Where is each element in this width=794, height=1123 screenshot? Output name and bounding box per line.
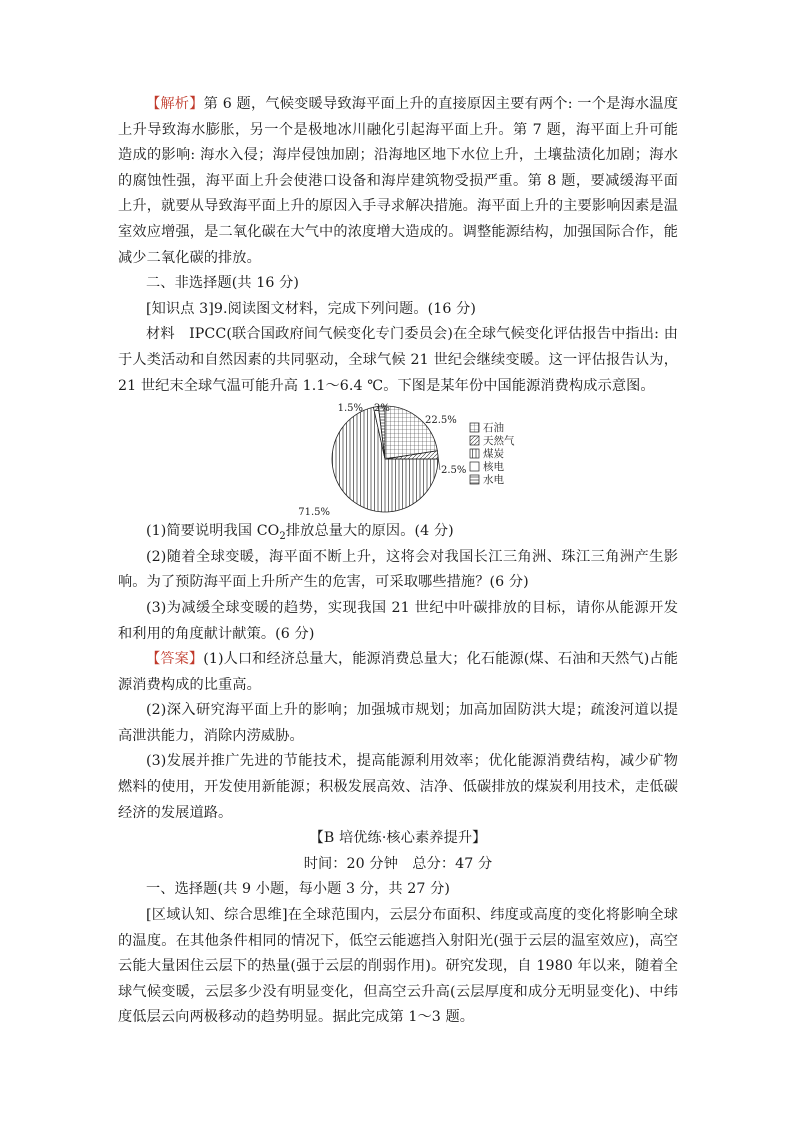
legend-label-煤炭: 煤炭: [483, 448, 504, 461]
answer-part-3: (3)发展并推广先进的节能技术，提高能源利用效率；优化能源消费结构，减少矿物燃料的使用，开发使用新能源；积极发展高效、洁净、低碳排放的煤炭利用技术，走低碳经济的发展道路。: [118, 753, 678, 821]
answer-part-1: [118, 647, 678, 698]
document-page: [118, 92, 678, 1031]
legend-label-天然气: 天然气: [483, 435, 515, 448]
pie-chart-svg: [118, 401, 678, 519]
q1-text-post: 排放总量大的原因。(4 分): [285, 523, 454, 540]
slice-label-石油: 22.5%: [425, 415, 457, 427]
energy-pie-chart: [118, 401, 678, 519]
slice-label-核电: 1.5%: [337, 403, 363, 415]
legend-swatch-水电: [470, 475, 479, 484]
legend-swatch-石油: [470, 423, 479, 432]
analysis-paragraph: [118, 92, 678, 271]
slice-label-天然气: 2.5%: [441, 465, 467, 477]
section-b-title: 【B 培优练·核心素养提升】: [309, 830, 487, 847]
analysis-text: 第 6 题，气候变暖导致海平面上升的直接原因主要有两个: 一个是海水温度上升导致海水膨胀，另一个是极地冰川融化引起海平面上升。第 7 题，海平面上升可能造成的影响: 海水入侵；海岸侵蚀加剧；沿海地区地下水位上升，土壤盐渍化加剧；海水的腐蚀性强，海平面上升会使港口设备和海岸建筑物受损严重。第 8 题，要减缓海平面上升，就要从导致海平面上升的原因入手寻求解决措施。海平面上升的主要影响因素是温室效应增强，是二氧化碳在大气中的浓度增大造成的。调整能源结构，加强国际合作，能减少二氧化碳的排放。: [118, 96, 678, 266]
section-1-title: 一、选择题(共 9 小题，每小题 3 分，共 27 分): [146, 881, 451, 898]
question-9-part-2: (2)随着全球变暖，海平面不断上升，这将会对我国长江三角洲、珠江三角洲产生影响。为了预防海平面上升所产生的危害，可采取哪些措施？(6 分): [118, 548, 678, 591]
legend-swatch-天然气: [470, 436, 479, 445]
legend-label-水电: 水电: [483, 474, 504, 487]
pie-slice-石油: [385, 406, 437, 459]
question-9-part-1: [118, 519, 678, 545]
answer-tag: 【答案】: [146, 651, 204, 668]
q1-text-pre: (1)简要说明我国 CO: [146, 523, 280, 540]
answer-part-2: (2)深入研究海平面上升的影响；加强城市规划；加高加固防洪大堤；疏浚河道以提高泄洪能力，消除内涝威胁。: [118, 702, 678, 744]
section-2-title: 二、非选择题(共 16 分): [146, 275, 300, 292]
question-9-stem: [知识点 3]9.阅读图文材料，完成下列问题。(16 分): [146, 300, 477, 317]
section-b-time: 时间：20 分钟 总分：47 分: [303, 855, 493, 872]
legend-swatch-核电: [470, 462, 479, 471]
answer-1-text: (1)人口和经济总量大，能源消费总量大；化石能源(煤、石油和天然气)占能源消费构成的比重高。: [118, 651, 678, 693]
question-9-part-3: (3)为减缓全球变暖的趋势，实现我国 21 世纪中叶碳排放的目标，请你从能源开发和利用的角度献计献策。(6 分): [118, 599, 678, 642]
slice-label-水电: 2%: [374, 403, 390, 415]
legend-label-石油: 石油: [483, 422, 504, 435]
passage-paragraph: [区域认知、综合思维]在全球范围内，云层分布面积、纬度或高度的变化将影响全球的温度。在其他条件相同的情况下，低空云能遮挡入射阳光(强于云层的温室效应)，高空云能大量困住云层下的热量(强于云层的削弱作用)。研究发现，自 1980 年以来，随着全球气候变暖，云层多少没有明显变化，但高空云升高(云层厚度和成分无明显变化)、中纬度低层云向两极移动的趋势明显。据此完成第 1～3 题。: [118, 907, 678, 1026]
q1-subscript: 2: [279, 530, 286, 542]
slice-label-煤炭: 71.5%: [298, 507, 330, 519]
material-paragraph: 材料 IPCC(联合国政府间气候变化专门委员会)在全球气候变化评估报告中指出: 由于人类活动和自然因素的共同驱动，全球气候 21 世纪会继续变暖。这一评估报告认为，21 世纪末全球气温可能升高 1.1～6.4 ℃。下图是某年份中国能源消费构成示意图。: [118, 326, 678, 394]
legend-label-核电: 核电: [483, 461, 504, 474]
analysis-tag: 【解析】: [146, 96, 204, 112]
legend-swatch-煤炭: [470, 449, 479, 458]
